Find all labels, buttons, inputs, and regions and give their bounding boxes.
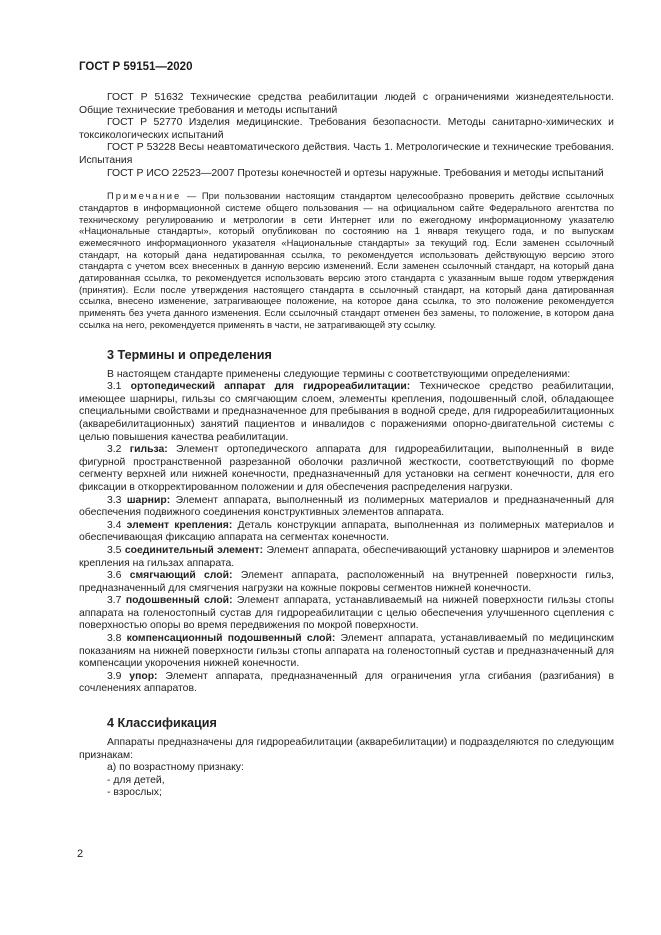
section-3-heading: 3 Термины и определения — [107, 347, 272, 362]
section-3-intro: В настоящем стандарте применены следующие термины с соответствующими определениями: — [107, 368, 571, 380]
note-paragraph — [79, 190, 614, 330]
term-definition: 3.9 упор: Элемент аппарата, предназначенный для ограничения угла сгибания (разгибания) в сочленениях аппаратов. — [79, 670, 615, 695]
term-name: компенсационный подошвенный слой: — [126, 633, 336, 645]
term-text: Техническое средство реабилитации, имеющее шарниры, гильзы со смягчающим слоем, элементы крепления, подошвенный слой, обладающее специальными свойствами и предназначенное для пребывания в водной среде, для гидрореабилитационных (акваребилитационных) занятий пациентов и инвалидов с поражениями опорно-двигательной системы с целью повышения качества реабилитации. — [79, 381, 615, 443]
reference-item: ГОСТ Р ИСО 22523—2007 Протезы конечностей и ортезы наружные. Требования и методы испытаний — [107, 167, 604, 179]
term-definition: 3.6 смягчающий слой: Элемент аппарата, расположенный на внутренней поверхности гильз, предназначенный для смягчения нагрузки на кожные покровы сегментов нижней конечности. — [79, 570, 615, 594]
note-label: Примечание — [107, 190, 182, 202]
term-text: Элемент аппарата, устанавливаемый на нижней поверхности гильзы стопы аппарата на голеностопный сустав для гидрореабилитации с целью обеспечения улучшенного сцепления с поверхностью опоры во время передвижения по мокрой поверхности. — [79, 595, 615, 632]
note-text: — При пользовании настоящим стандартом целесообразно проверить действие ссылочных стандартов в информационной системе общего пользования — на официальном сайте Федерального агентства по техническому регулированию и метрологии в сети Интернет или по ежегодному информационному указателю «Национальные стандарты», который опубликован по состоянию на 1 января текущего года, и по выпускам ежемесячного информационного указателя «Национальные стандарты» за текущий год. Если заменен ссылочный стандарт, на который дана недатированная ссылка, то рекомендуется использовать действующую версию этого стандарта с учетом всех внесенных в данную версию изменений. Если заменен ссылочный стандарт, на который дана датированная ссылка, то рекомендуется использовать версию этого стандарта с указанным выше годом утверждения (принятия). Если после утверждения настоящего стандарта в ссылочный стандарт, на который дана датированная ссылка, внесено изменение, затрагивающее положение, на которое дана ссылка, то это положение рекомендуется применять без учета данного изменения. Если ссылочный стандарт отменен без замены, то положение, в котором дана ссылка на него, рекомендуется применять в части, не затрагивающей эту ссылку. — [79, 190, 614, 330]
term-definition: 3.3 шарнир: Элемент аппарата, выполненный из полимерных материалов и предназначенный для обеспечения подвижного соединения конструктивных элементов аппарата. — [79, 494, 615, 519]
term-definition: 3.2 гильза: Элемент ортопедического аппарата для гидрореабилитации, выполненный в виде фигурной пространственной разрезанной оболочки различной жесткости, соответствующий по форме сегменту верхней или нижней конечности, предназначенный для установки на сегмент конечности, для его фиксации в откорректированном положении и для обеспечения распределения нагрузки. — [79, 444, 614, 493]
term-definition: 3.5 соединительный элемент: Элемент аппарата, обеспечивающий установку шарниров и элементов крепления на гильзах аппарата. — [79, 544, 614, 569]
term-definition: 3.8 компенсационный подошвенный слой: Элемент аппарата, устанавливаемый по медицинским показаниям на нижней поверхности гильзы стопы аппарата на голеностопный сустав и предназначенный для компенсации укорочения нижней конечности. — [79, 633, 615, 670]
term-text: Деталь конструкции аппарата, выполненная из полимерных материалов и обеспечивающая фиксацию аппарата на сегментах конечности. — [79, 519, 614, 544]
term-text: Элемент ортопедического аппарата для гидрореабилитации, выполненный в виде фигурной пространственной разрезанной оболочки различной жесткости, соответствующий по форме сегменту верхней или нижней конечности, предназначенный для установки на сегмент конечности, для его фиксации в откорректированном положении и для обеспечения распределения нагрузки. — [79, 444, 614, 493]
term-name: шарнир: — [126, 494, 171, 506]
section-4-intro: Аппараты предназначены для гидрореабилитации (акваребилитации) и подразделяются по следующим признакам: — [79, 737, 614, 761]
term-text: Элемент аппарата, выполненный из полимерных материалов и предназначенный для обеспечения подвижного соединения конструктивных элементов аппарата. — [79, 494, 615, 519]
term-text: Элемент аппарата, расположенный на внутренней поверхности гильз, предназначенный для смягчения нагрузки на кожные покровы сегментов нижней конечности. — [79, 570, 615, 594]
term-text: Элемент аппарата, обеспечивающий установку шарниров и элементов крепления на гильзах аппарата. — [79, 544, 614, 569]
document-header: ГОСТ Р 59151—2020 — [79, 61, 193, 73]
classification-item: а) по возрастному признаку: — [107, 762, 244, 774]
term-name: подошвенный слой: — [125, 595, 233, 607]
term-definition: 3.1 ортопедический аппарат для гидрореабилитации: Техническое средство реабилитации, имеющее шарниры, гильзы со смягчающим слоем, элементы крепления, подошвенный слой, обладающее специальными свойствами и предназначенное для пребывания в водной среде, для гидрореабилитационных (акваребилитационных) занятий пациентов и инвалидов с поражениями опорно-двигательной системы с целью повышения качества реабилитации. — [79, 381, 615, 443]
term-text: Элемент аппарата, устанавливаемый по медицинским показаниям на нижней поверхности гильзы стопы аппарата на голеностопный сустав и предназначенный для компенсации укорочения нижней конечности. — [79, 633, 615, 670]
term-name: элемент крепления: — [126, 519, 233, 531]
reference-item: ГОСТ Р 51632 Технические средства реабилитации людей с ограничениями жизнедеятельности. Общие технические требования и методы испытаний — [79, 92, 614, 116]
term-name: ортопедический аппарат для гидрореабилитации: — [130, 381, 411, 393]
term-name: упор: — [129, 670, 158, 682]
reference-item: ГОСТ Р 52770 Изделия медицинские. Требования безопасности. Методы санитарно-химических и токсикологических испытаний — [79, 117, 614, 141]
term-name: гильза: — [129, 444, 168, 456]
term-definition: 3.4 элемент крепления: Деталь конструкции аппарата, выполненная из полимерных материалов и обеспечивающая фиксацию аппарата на сегментах конечности. — [79, 519, 614, 544]
term-definition: 3.7 подошвенный слой: Элемент аппарата, устанавливаемый на нижней поверхности гильзы стопы аппарата на голеностопный сустав для гидрореабилитации с целью обеспечения улучшенного сцепления с поверхностью опоры во время передвижения по мокрой поверхности. — [79, 595, 615, 632]
term-name: соединительный элемент: — [124, 544, 264, 556]
page-number: 2 — [77, 848, 84, 860]
section-4-heading: 4 Классификация — [107, 716, 217, 731]
classification-item: - для детей, — [107, 774, 165, 786]
page-content — [79, 92, 614, 800]
reference-item: ГОСТ Р 53228 Весы неавтоматического действия. Часть 1. Метрологические и технические требования. Испытания — [79, 142, 614, 166]
term-name: смягчающий слой: — [129, 570, 233, 582]
term-text: Элемент аппарата, предназначенный для ограничения угла сгибания (разгибания) в сочленениях аппаратов. — [79, 670, 615, 695]
classification-item: - взрослых; — [107, 787, 162, 799]
